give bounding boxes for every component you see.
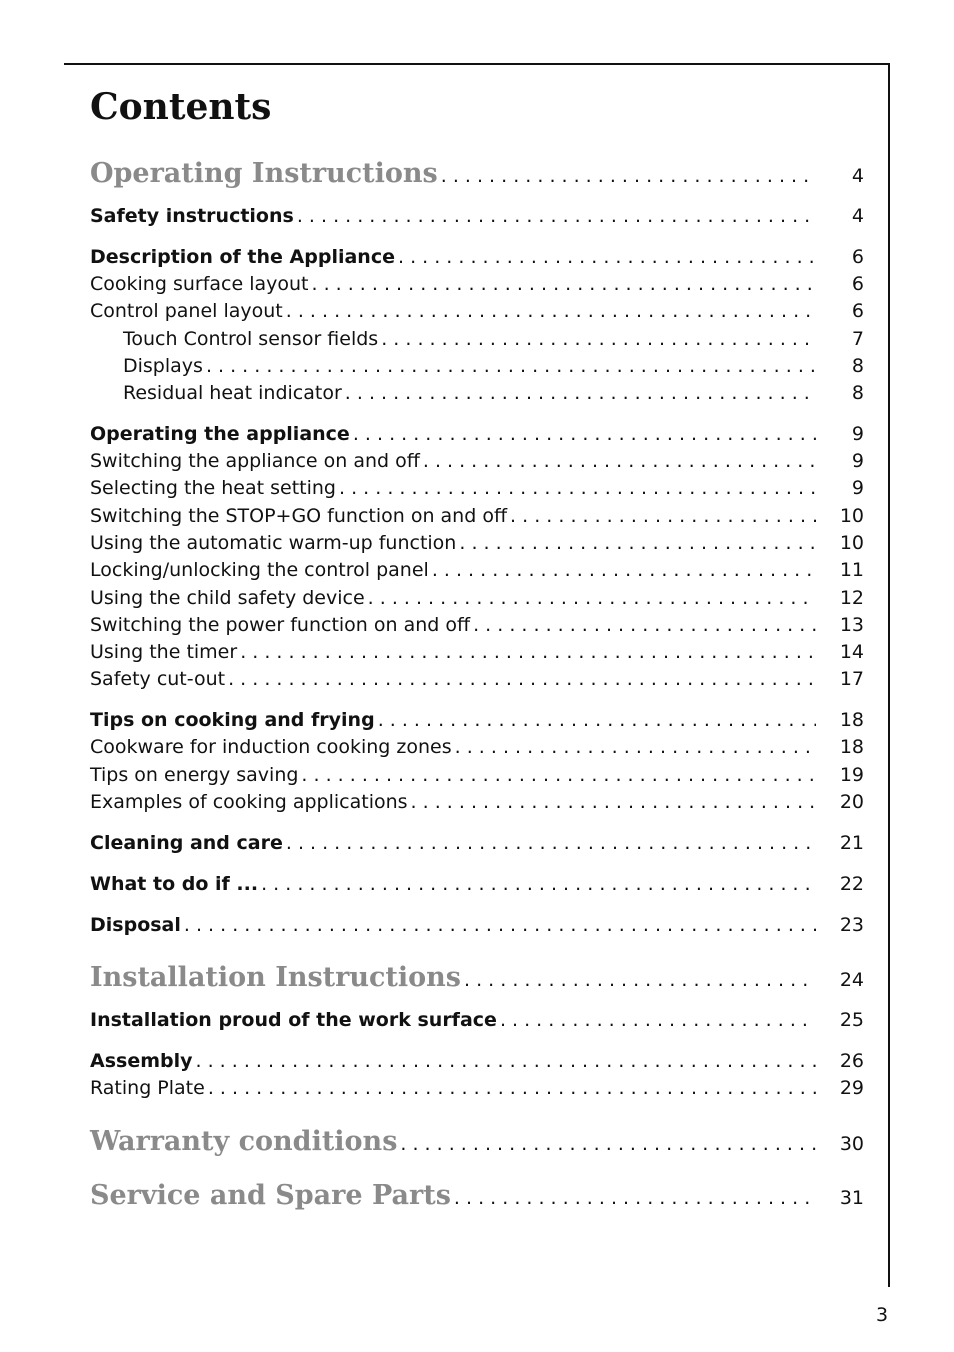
dot-leader [473,614,816,636]
toc-entry-page: 19 [839,764,864,786]
dot-leader [500,1009,816,1031]
toc-entry-page: 30 [839,1133,864,1155]
dot-leader [398,246,816,268]
toc-entry[interactable] [90,205,864,227]
toc-entry-page: 6 [851,300,864,322]
toc-entry[interactable] [90,736,864,758]
toc-entry-label: Safety instructions [90,205,294,227]
toc-entry-page: 31 [839,1187,864,1209]
toc-entry[interactable] [90,1180,864,1211]
toc-entry[interactable] [90,355,864,377]
toc-entry-label: Disposal [90,914,181,936]
dot-leader [345,382,816,404]
toc-entry-label: Assembly [90,1050,193,1072]
dot-leader [381,328,816,350]
toc-entry[interactable] [90,1050,864,1072]
toc-entry-page: 4 [851,165,864,187]
toc-entry-page: 29 [839,1077,864,1099]
toc-entry-page: 7 [851,328,864,350]
toc-entry-page: 9 [851,450,864,472]
toc-entry-page: 6 [851,246,864,268]
toc-entry[interactable] [90,962,864,993]
toc-entry-label: Selecting the heat setting [90,477,336,499]
toc-entry-label: Using the timer [90,641,238,663]
toc-entry-label: Warranty conditions [90,1126,398,1157]
dot-leader [240,641,816,663]
toc-entry-label: Examples of cooking applications [90,791,408,813]
toc-entry[interactable] [90,587,864,609]
toc-entry[interactable] [90,764,864,786]
toc-entry-label: Cooking surface layout [90,273,309,295]
dot-leader [339,477,816,499]
dot-leader [378,709,816,731]
toc-entry[interactable] [90,450,864,472]
toc-entry-label: Touch Control sensor fields [123,328,379,350]
toc-entry-page: 10 [839,505,864,527]
dot-leader [441,165,816,187]
toc-entry-page: 8 [851,355,864,377]
toc-entry-label: Cookware for induction cooking zones [90,736,452,758]
toc-entry[interactable] [90,832,864,854]
toc-entry-label: Tips on energy saving [90,764,299,786]
toc-entry-label: Locking/unlocking the control panel [90,559,429,581]
dot-leader [400,1133,816,1155]
toc-entry-label: Control panel layout [90,300,283,322]
toc-entry-page: 9 [851,423,864,445]
toc-entry-label: Description of the Appliance [90,246,395,268]
dot-leader [286,300,816,322]
toc-entry-label: Installation proud of the work surface [90,1009,497,1031]
dot-leader [464,969,816,991]
toc-entry[interactable] [90,300,864,322]
toc-entry-label: Service and Spare Parts [90,1180,451,1211]
toc-entry[interactable] [90,1077,864,1099]
toc-entry-page: 12 [839,587,864,609]
toc-entry-label: Cleaning and care [90,832,283,854]
toc-entry-label: Using the child safety device [90,587,365,609]
toc-entry-label: What to do if ... [90,873,259,895]
toc-entry[interactable] [90,709,864,731]
toc-entry-label: Switching the appliance on and off [90,450,420,472]
toc-entry-page: 14 [839,641,864,663]
toc-entry-page: 13 [839,614,864,636]
toc-entry-page: 6 [851,273,864,295]
dot-leader [454,1187,816,1209]
toc-entry[interactable] [90,1009,864,1031]
dot-leader [311,273,816,295]
toc-entry-label: Switching the STOP+GO function on and off [90,505,508,527]
toc-entry-page: 26 [839,1050,864,1072]
toc-entry[interactable] [90,532,864,554]
toc-entry-label: Rating Plate [90,1077,205,1099]
toc-entry[interactable] [90,614,864,636]
dot-leader [206,355,816,377]
right-rule [888,63,890,1287]
toc-entry-page: 25 [839,1009,864,1031]
toc-entry-label: Switching the power function on and off [90,614,471,636]
toc-entry[interactable] [90,246,864,268]
toc-entry[interactable] [90,914,864,936]
dot-leader [459,532,816,554]
toc-entry-page: 24 [839,969,864,991]
dot-leader [423,450,816,472]
toc-entry-label: Installation Instructions [90,962,461,993]
dot-leader [261,873,816,895]
toc-entry-page: 4 [851,205,864,227]
toc-entry[interactable] [90,477,864,499]
toc-entry-page: 8 [851,382,864,404]
toc-entry-page: 23 [839,914,864,936]
toc-entry-page: 22 [839,873,864,895]
page-number: 3 [876,1304,889,1326]
dot-leader [208,1077,816,1099]
toc-entry[interactable] [90,158,864,189]
toc-entry-label: Safety cut-out [90,668,226,690]
toc-entry-label: Using the automatic warm-up function [90,532,457,554]
toc-entry-page: 10 [839,532,864,554]
toc-entry-label: Operating Instructions [90,158,438,189]
toc-entry[interactable] [90,641,864,663]
toc-entry[interactable] [90,1126,864,1157]
toc-entry-page: 21 [839,832,864,854]
toc-entry-page: 17 [839,668,864,690]
dot-leader [455,736,816,758]
dot-leader [196,1050,816,1072]
dot-leader [301,764,816,786]
toc-entry-page: 20 [839,791,864,813]
dot-leader [286,832,816,854]
toc-entry-page: 18 [839,736,864,758]
dot-leader [411,791,816,813]
dot-leader [297,205,816,227]
toc-entry[interactable] [90,423,864,445]
toc-entry[interactable] [90,273,864,295]
toc-entry[interactable] [90,668,864,690]
page-title: Contents [90,86,272,128]
toc-entry[interactable] [90,559,864,581]
toc-entry-page: 9 [851,477,864,499]
dot-leader [510,505,816,527]
toc-entry-page: 18 [839,709,864,731]
toc-entry[interactable] [90,873,864,895]
toc-entry[interactable] [90,382,864,404]
toc-entry[interactable] [90,328,864,350]
toc-entry-label: Residual heat indicator [123,382,342,404]
dot-leader [432,559,816,581]
toc-entry-page: 11 [839,559,864,581]
toc-entry[interactable] [90,791,864,813]
dot-leader [368,587,816,609]
toc-entry[interactable] [90,505,864,527]
toc-entry-label: Operating the appliance [90,423,350,445]
dot-leader [228,668,816,690]
toc-entry-label: Tips on cooking and frying [90,709,375,731]
toc-entry-label: Displays [123,355,203,377]
top-rule [64,63,890,65]
dot-leader [353,423,816,445]
dot-leader [184,914,816,936]
